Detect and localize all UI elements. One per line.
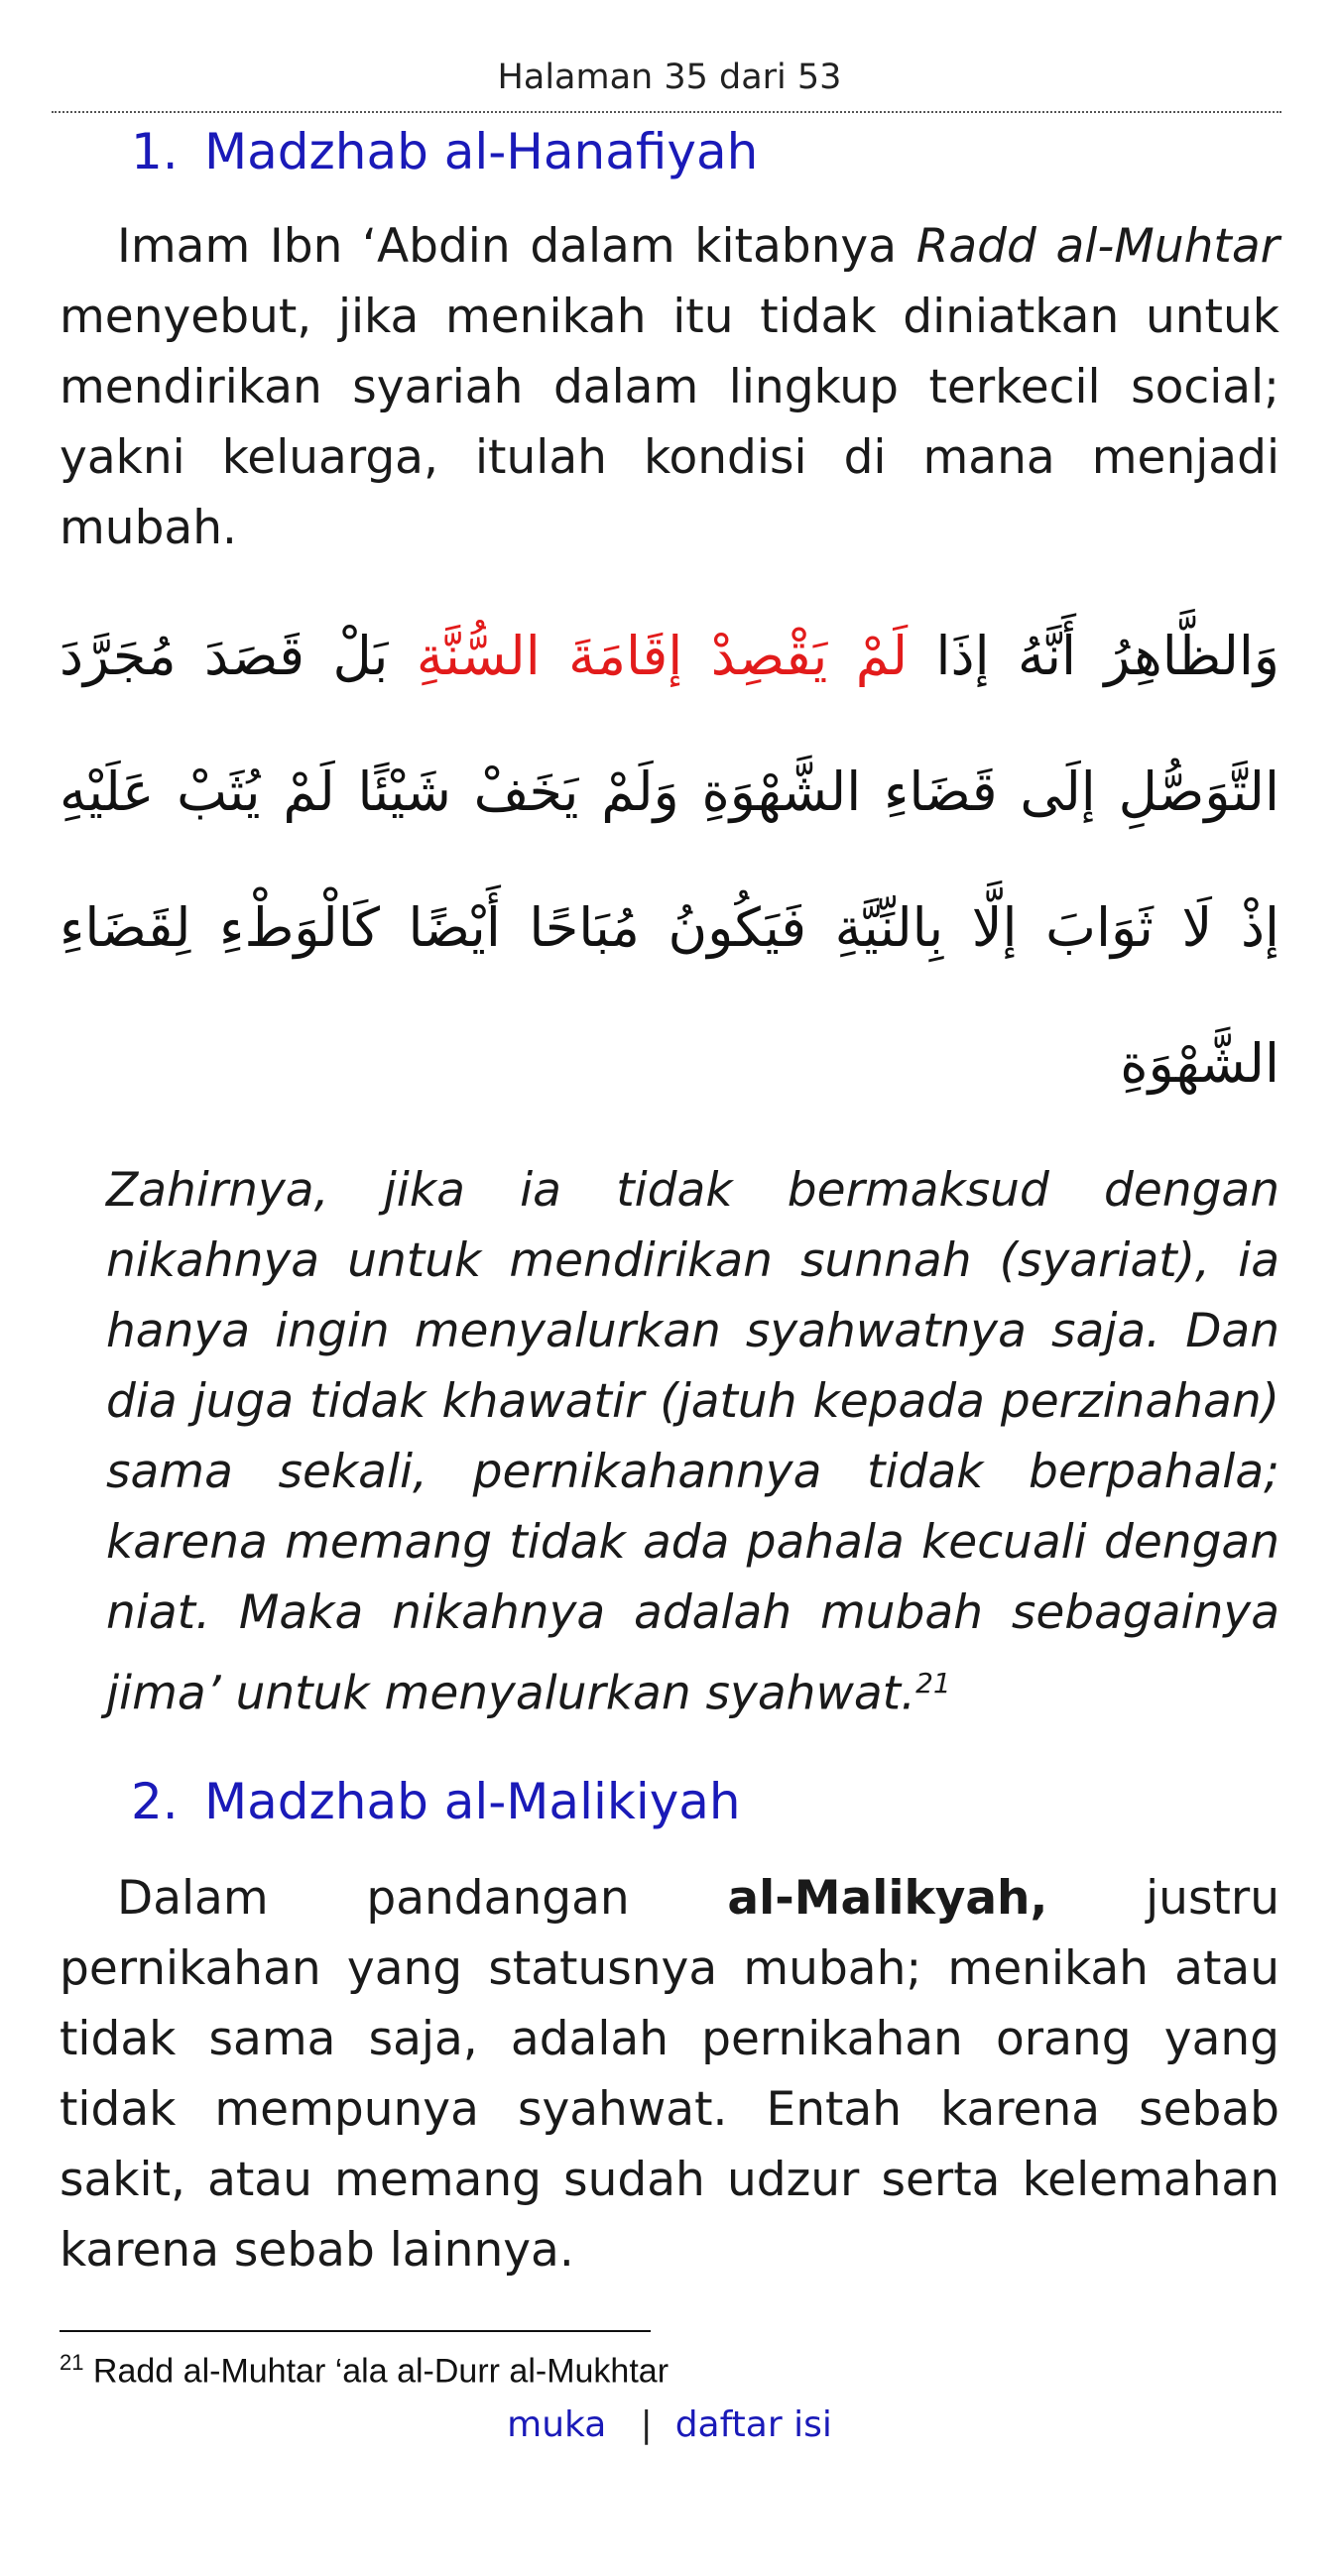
section-number: 1. (131, 123, 179, 180)
arabic-quote (60, 588, 1279, 1131)
home-link[interactable]: muka (507, 2404, 607, 2445)
table-of-contents-link[interactable]: daftar isi (674, 2404, 832, 2445)
page-indicator: Halaman 35 dari 53 (497, 58, 842, 97)
section-title: Madzhab al-Hanafiyah (204, 123, 759, 180)
translation-quote (106, 1155, 1279, 1729)
footnote-reference[interactable]: 21 (915, 1667, 951, 1699)
paragraph-malikiyah (60, 1863, 1279, 2285)
paragraph-text: Dalam pandangan (117, 1871, 728, 1926)
paragraph-hanafiyah (60, 211, 1279, 563)
section-number: 2. (131, 1773, 179, 1830)
arabic-text: بَلْ قَصَدَ مُجَرَّدَ التَّوَصُّلِ إلَى قَضَاءِ الشَّهْوَةِ وَلَمْ يَخَفْ شَيْئًا لَمْ يُثَبْ عَلَيْهِ إذْ لَا ثَوَابَ إلَّا بِالنِّيَّةِ فَيَكُونُ مُبَاحًا أَيْضًا كَالْوَطْءِ لِقَضَاءِ الشَّهْوَةِ (60, 625, 1279, 1095)
paragraph-text: justru pernikahan yang statusnya mubah; menikah atau tidak sama saja, adalah pernikahan orang yang tidak mempunya syahwat. Entah karena sebab sakit, atau memang sudah udzur serta kelemahan karena sebab lainnya. (60, 1871, 1279, 2278)
footnote (60, 2350, 669, 2391)
section-heading-malikiyah (131, 1773, 741, 1830)
footnote-text: Radd al-Muhtar ‘ala al-Durr al-Mukhtar (83, 2352, 670, 2391)
paragraph-text: menyebut, jika menikah itu tidak diniatkan untuk mendirikan syariah dalam lingkup terkecil social; yakni keluarga, itulah kondisi di mana menjadi mubah. (60, 290, 1279, 555)
book-title: Radd al-Muhtar (915, 219, 1279, 274)
section-title: Madzhab al-Malikiyah (204, 1773, 741, 1830)
arabic-highlight: لَمْ يَقْصِدْ إقَامَةَ السُّنَّةِ (416, 625, 909, 687)
section-heading-hanafiyah (131, 123, 758, 180)
footnote-divider (60, 2330, 651, 2332)
translation-text: Zahirnya, jika ia tidak bermaksud dengan nikahnya untuk mendirikan sunnah (syariat), ia hanya ingin menyalurkan syahwatnya saja. Dan dia juga tidak khawatir (jatuh kepada perzinahan) sama sekali, pernikahannya tidak berpahala; karena memang tidak ada pahala kecuali dengan niat. Maka nikahnya adalah mubah sebagainya jima’ untuk menyalurkan syahwat. (106, 1163, 1279, 1721)
arabic-text: وَالظَّاهِرُ أَنَّهُ إذَا (908, 625, 1279, 687)
paragraph-text: Imam Ibn ‘Abdin dalam kitabnya (117, 219, 916, 274)
nav-separator: | (640, 2404, 653, 2445)
madzhab-name: al-Malikyah, (727, 1871, 1048, 1926)
page-navigation (0, 2404, 1339, 2445)
header-divider (52, 111, 1281, 113)
footnote-number: 21 (60, 2350, 84, 2375)
